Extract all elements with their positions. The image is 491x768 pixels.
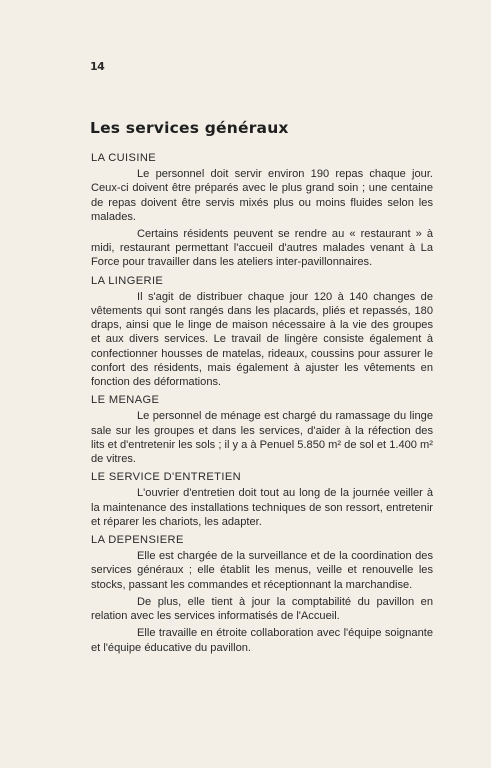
paragraph: L'ouvrier d'entretien doit tout au long de la journée veiller à la maintenance des installations techniques de son ressort, entretenir et réparer les chariots, les adapter.: [91, 487, 433, 528]
section-heading: LA CUISINE: [91, 152, 157, 164]
document-body: [91, 151, 433, 659]
page-title: Les services généraux: [90, 119, 289, 137]
section-heading: LA DEPENSIERE: [91, 534, 184, 547]
paragraph: Le personnel doit servir environ 190 repas chaque jour. Ceux-ci doivent être préparés avec le plus grand soin ; une centaine de repas doivent être servis mixés plus ou moins fluides selon les malades.: [91, 168, 433, 223]
section-lingerie: [91, 274, 433, 390]
paragraph: Il s'agit de distribuer chaque jour 120 à 140 changes de vêtements qui sont rangés dans les placards, pliés et repassés, 180 draps, ainsi que le linge de maison nécessaire à la vie des groupes et aux divers services. Le travail de lingère consiste également à confectionner housses de matelas, rideaux, coussins pour assurer le confort des résidents, mais également à ajuster les vêtements en fonction des déformations.: [91, 290, 433, 389]
paragraph: Le personnel de ménage est chargé du ramassage du linge sale sur les groupes et dans les services, d'aider à la réfection des lits et d'entretenir les sols ; il y a à Penuel 5.850 m² de sol et 1.400 m² de vitres.: [91, 410, 433, 466]
section-depensiere: [91, 533, 433, 655]
section-heading: LE SERVICE D'ENTRETIEN: [91, 471, 242, 484]
section-heading: LA LINGERIE: [91, 274, 164, 287]
section-menage: [91, 393, 433, 466]
paragraph: Elle travaille en étroite collaboration avec l'équipe soignante et l'équipe éducative du pavillon.: [91, 627, 433, 654]
section-cuisine: [91, 151, 433, 270]
paragraph: Certains résidents peuvent se rendre au « restaurant » à midi, restaurant permettant l'accueil d'autres malades venant à La Force pour travailler dans les ateliers inter-pavillonnaires.: [91, 228, 433, 269]
section-heading: LE MENAGE: [91, 394, 160, 407]
section-entretien: [91, 470, 433, 529]
paragraph: Elle est chargée de la surveillance et de la coordination des services généraux ; elle établit les menus, veille et renouvelle les stocks, passant les commandes et réceptionnant la marchandise.: [91, 550, 433, 591]
paragraph: De plus, elle tient à jour la comptabilité du pavillon en relation avec les services informatisés de l'Accueil.: [91, 595, 433, 623]
page-number: 14: [90, 60, 105, 73]
